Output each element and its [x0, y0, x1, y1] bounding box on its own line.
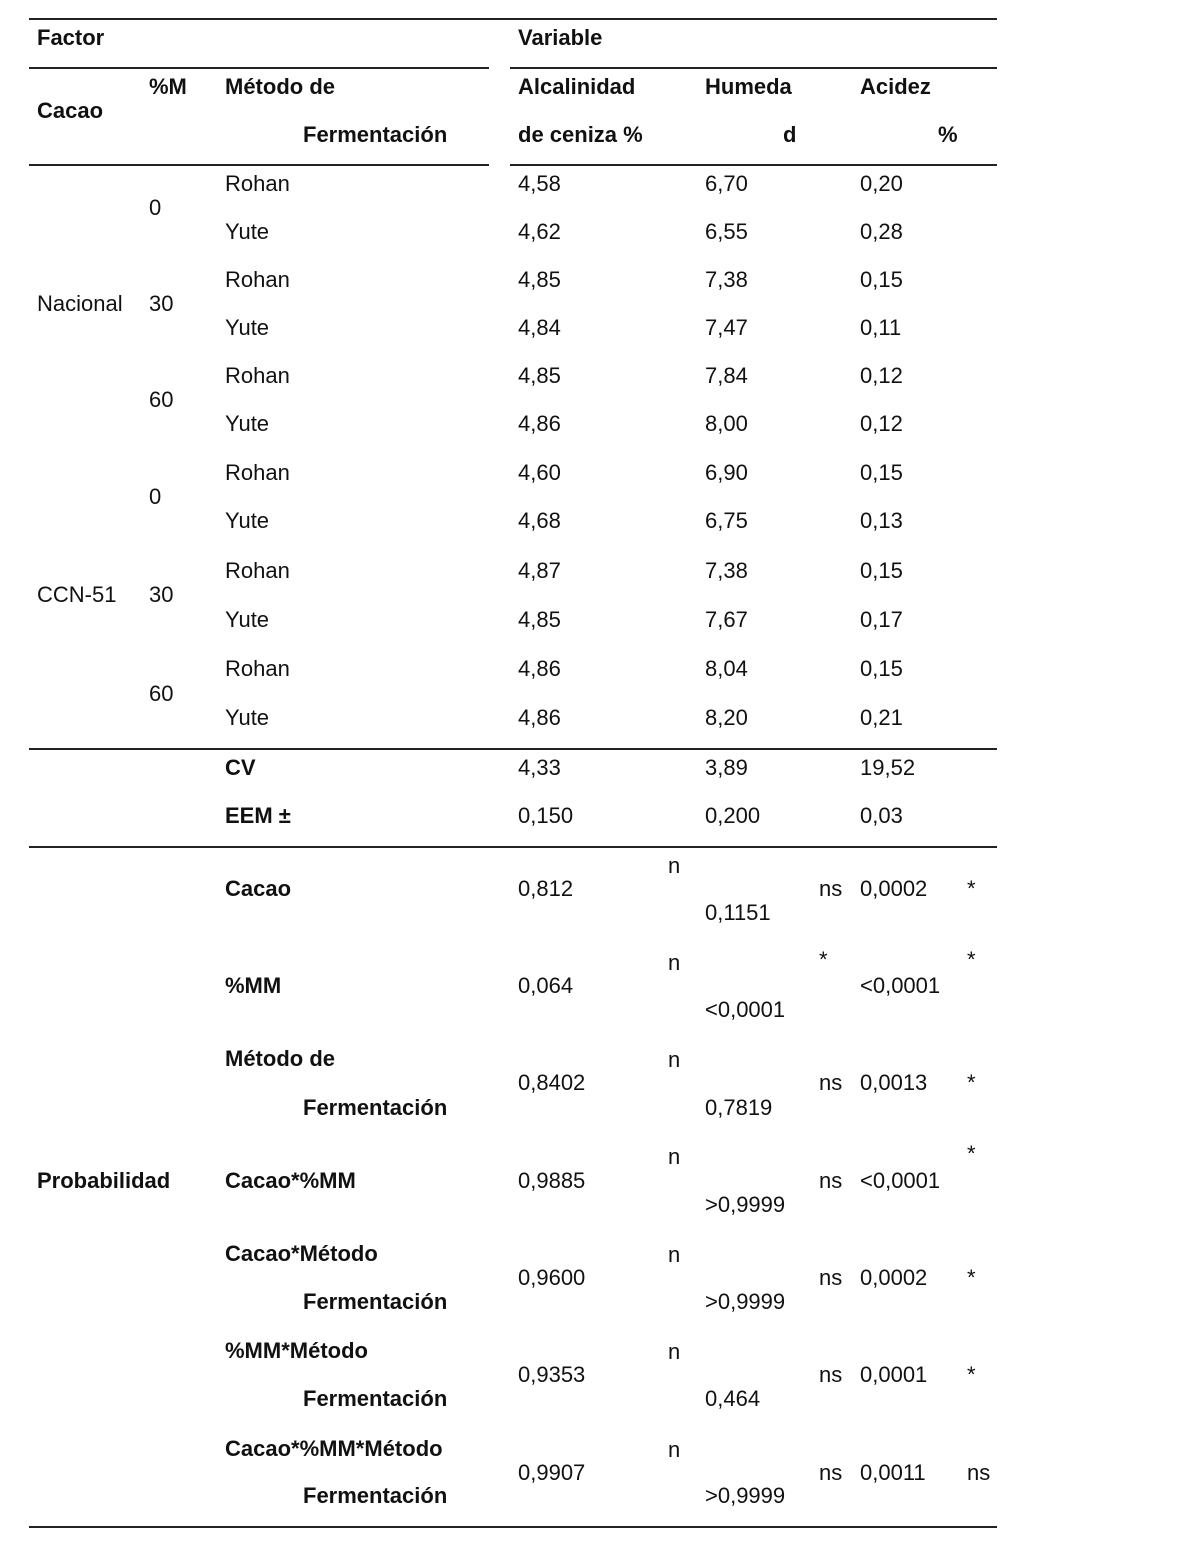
variable-subheader-rule: [510, 164, 997, 166]
prob-row-label: %MM: [225, 973, 282, 998]
alcalinidad-cell: 4,85: [518, 267, 561, 292]
prob-row-label: Método de: [225, 1046, 335, 1071]
prob-row-label-line2: Fermentación: [303, 1483, 448, 1508]
stat-eem-acidez: 0,03: [860, 803, 903, 828]
humedad-cell: 6,70: [705, 171, 748, 196]
prob-humedad: 0,464: [705, 1386, 761, 1411]
prob-alcalinidad-sig: n: [668, 1242, 681, 1267]
metodo-cell: Yute: [225, 315, 270, 340]
alcalinidad-cell: 4,84: [518, 315, 561, 340]
prob-acidez-sig: ns: [967, 1460, 991, 1485]
bottom-rule: [29, 1526, 997, 1528]
prob-acidez-sig: *: [967, 1265, 976, 1290]
prob-row-label: Cacao: [225, 876, 292, 901]
acidez-cell: 0,15: [860, 460, 903, 485]
metodo-cell: Rohan: [225, 171, 290, 196]
acidez-cell: 0,17: [860, 607, 903, 632]
top-rule: [29, 18, 997, 20]
prob-row-label: Cacao*%MM*Método: [225, 1436, 443, 1461]
prob-acidez-sig: *: [967, 1070, 976, 1095]
acidez-cell: 0,15: [860, 267, 903, 292]
prob-alcalinidad: 0,9885: [518, 1168, 586, 1193]
prob-alcalinidad: 0,9600: [518, 1265, 586, 1290]
prob-acidez: <0,0001: [860, 1168, 941, 1193]
stat-label-eem: EEM ±: [225, 803, 291, 828]
prob-humedad-sig: ns: [819, 1362, 843, 1387]
prob-row-label-line2: Fermentación: [303, 1095, 448, 1120]
prob-alcalinidad-sig: n: [668, 950, 681, 975]
alcalinidad-cell: 4,87: [518, 558, 561, 583]
header-acidez-line1: Acidez: [860, 74, 931, 99]
prob-humedad-sig: *: [819, 947, 828, 972]
metodo-cell: Yute: [225, 607, 270, 632]
prob-row-label-line2: Fermentación: [303, 1386, 448, 1411]
humedad-cell: 7,84: [705, 363, 748, 388]
humedad-cell: 8,00: [705, 411, 748, 436]
alcalinidad-cell: 4,68: [518, 508, 561, 533]
header-factor: Factor: [37, 25, 105, 50]
header-humedad-line2: d: [783, 122, 797, 147]
humedad-cell: 7,47: [705, 315, 748, 340]
prob-humedad: 0,1151: [705, 900, 771, 925]
prob-acidez: 0,0002: [860, 876, 928, 901]
prob-humedad-sig: ns: [819, 1070, 843, 1095]
mm-label: 60: [149, 681, 174, 706]
header-metodo-line2: Fermentación: [303, 122, 448, 147]
alcalinidad-cell: 4,85: [518, 363, 561, 388]
header-variable: Variable: [518, 25, 603, 50]
alcalinidad-cell: 4,60: [518, 460, 561, 485]
header-humedad-line1: Humeda: [705, 74, 792, 99]
prob-acidez: 0,0002: [860, 1265, 928, 1290]
header-metodo-line1: Método de: [225, 74, 335, 99]
metodo-cell: Yute: [225, 219, 270, 244]
alcalinidad-cell: 4,62: [518, 219, 561, 244]
metodo-cell: Rohan: [225, 558, 290, 583]
prob-alcalinidad-sig: n: [668, 1437, 681, 1462]
mm-label: 0: [149, 484, 162, 509]
acidez-cell: 0,21: [860, 705, 903, 730]
humedad-cell: 6,90: [705, 460, 748, 485]
metodo-cell: Rohan: [225, 267, 290, 292]
prob-alcalinidad: 0,9907: [518, 1460, 586, 1485]
metodo-cell: Rohan: [225, 363, 290, 388]
stat-eem-humedad: 0,200: [705, 803, 761, 828]
prob-alcalinidad-sig: n: [668, 1339, 681, 1364]
prob-humedad: 0,7819: [705, 1095, 773, 1120]
prob-acidez-sig: *: [967, 1362, 976, 1387]
prob-acidez-sig: *: [967, 947, 976, 972]
cacao-label: CCN-51: [37, 582, 117, 607]
prob-humedad: >0,9999: [705, 1483, 786, 1508]
cacao-label: Nacional: [37, 291, 123, 316]
mm-label: 30: [149, 582, 174, 607]
stat-label-cv: CV: [225, 755, 256, 780]
prob-humedad-sig: ns: [819, 1460, 843, 1485]
mm-label: 0: [149, 195, 162, 220]
humedad-cell: 7,38: [705, 558, 748, 583]
prob-alcalinidad: 0,812: [518, 876, 574, 901]
variable-header-rule: [510, 67, 997, 69]
acidez-cell: 0,11: [860, 315, 902, 340]
humedad-cell: 7,38: [705, 267, 748, 292]
header-pct-m: %M: [149, 74, 187, 99]
prob-acidez: <0,0001: [860, 973, 941, 998]
acidez-cell: 0,12: [860, 363, 903, 388]
acidez-cell: 0,15: [860, 558, 903, 583]
prob-alcalinidad-sig: n: [668, 1047, 681, 1072]
prob-humedad-sig: ns: [819, 876, 843, 901]
prob-humedad: <0,0001: [705, 997, 786, 1022]
prob-alcalinidad: 0,9353: [518, 1362, 586, 1387]
header-alcalinidad-line2: de ceniza %: [518, 122, 643, 147]
alcalinidad-cell: 4,58: [518, 171, 561, 196]
data-end-rule: [29, 748, 997, 750]
alcalinidad-cell: 4,85: [518, 607, 561, 632]
prob-acidez: 0,0001: [860, 1362, 928, 1387]
mm-label: 30: [149, 291, 174, 316]
humedad-cell: 6,55: [705, 219, 748, 244]
alcalinidad-cell: 4,86: [518, 656, 561, 681]
probabilidad-label: Probabilidad: [37, 1168, 171, 1193]
prob-acidez-sig: *: [967, 876, 976, 901]
prob-row-label: Cacao*Método: [225, 1241, 378, 1266]
alcalinidad-cell: 4,86: [518, 705, 561, 730]
prob-acidez-sig: *: [967, 1141, 976, 1166]
metodo-cell: Yute: [225, 705, 270, 730]
metodo-cell: Rohan: [225, 656, 290, 681]
humedad-cell: 8,20: [705, 705, 748, 730]
prob-row-label: %MM*Método: [225, 1338, 368, 1363]
acidez-cell: 0,20: [860, 171, 903, 196]
alcalinidad-cell: 4,86: [518, 411, 561, 436]
mm-label: 60: [149, 387, 174, 412]
stat-eem-alcalinidad: 0,150: [518, 803, 574, 828]
header-cacao: Cacao: [37, 98, 104, 123]
acidez-cell: 0,28: [860, 219, 903, 244]
header-alcalinidad-line1: Alcalinidad: [518, 74, 636, 99]
humedad-cell: 6,75: [705, 508, 748, 533]
prob-acidez: 0,0013: [860, 1070, 928, 1095]
prob-acidez: 0,0011: [860, 1460, 926, 1485]
prob-alcalinidad: 0,8402: [518, 1070, 586, 1095]
prob-alcalinidad-sig: n: [668, 1144, 681, 1169]
humedad-cell: 8,04: [705, 656, 748, 681]
prob-row-label-line2: Fermentación: [303, 1289, 448, 1314]
stat-cv-acidez: 19,52: [860, 755, 916, 780]
prob-alcalinidad: 0,064: [518, 973, 574, 998]
stat-cv-alcalinidad: 4,33: [518, 755, 561, 780]
acidez-cell: 0,12: [860, 411, 903, 436]
prob-humedad-sig: ns: [819, 1265, 843, 1290]
prob-humedad: >0,9999: [705, 1289, 786, 1314]
metodo-cell: Yute: [225, 508, 270, 533]
prob-humedad: >0,9999: [705, 1192, 786, 1217]
metodo-cell: Rohan: [225, 460, 290, 485]
header-acidez-line2: %: [938, 122, 958, 147]
metodo-cell: Yute: [225, 411, 270, 436]
prob-alcalinidad-sig: n: [668, 853, 681, 878]
factor-subheader-rule: [29, 164, 489, 166]
prob-humedad-sig: ns: [819, 1168, 843, 1193]
prob-row-label: Cacao*%MM: [225, 1168, 356, 1193]
stat-cv-humedad: 3,89: [705, 755, 748, 780]
humedad-cell: 7,67: [705, 607, 748, 632]
acidez-cell: 0,15: [860, 656, 903, 681]
acidez-cell: 0,13: [860, 508, 903, 533]
stats-end-rule: [29, 846, 997, 848]
factor-header-rule: [29, 67, 489, 69]
